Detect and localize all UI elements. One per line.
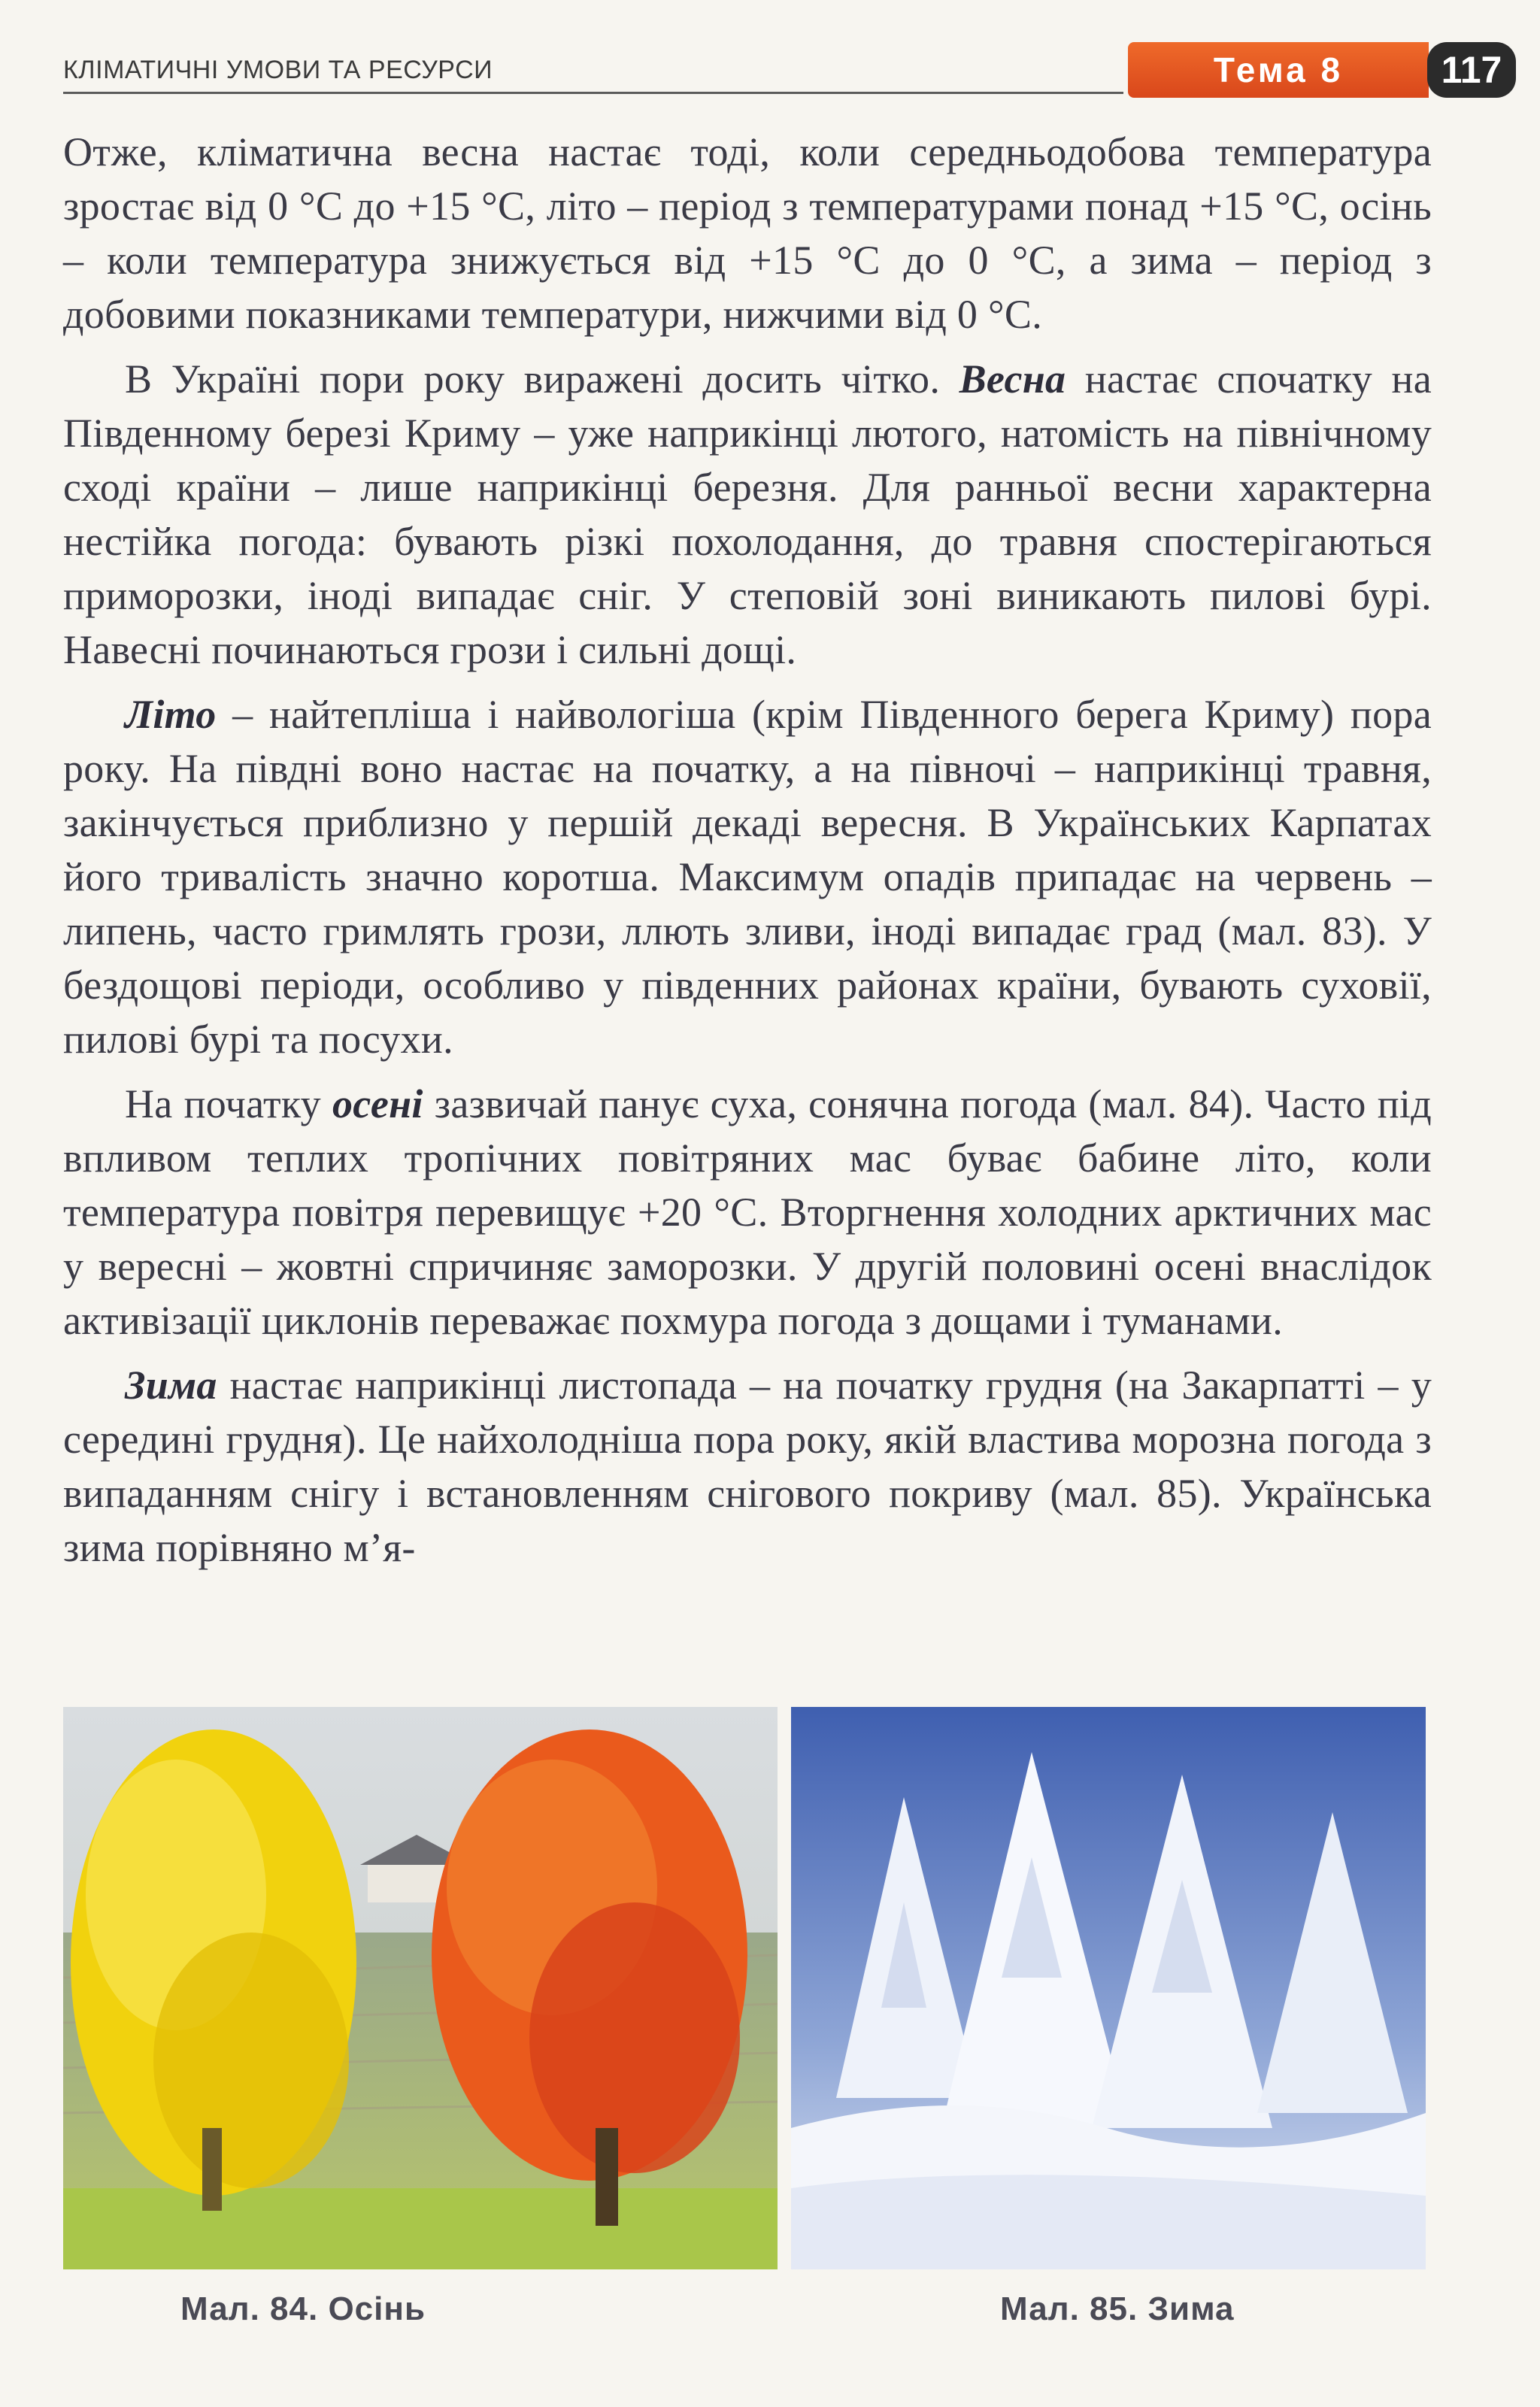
paragraph-autumn bbox=[63, 1077, 1432, 1347]
header-rule bbox=[63, 92, 1123, 94]
autumn-photo bbox=[63, 1707, 778, 2269]
paragraph-summer bbox=[63, 687, 1432, 1066]
paragraph-text: В Україні пори року виражені досить чітко. bbox=[125, 356, 959, 402]
running-header: КЛІМАТИЧНІ УМОВИ ТА РЕСУРСИ bbox=[63, 56, 493, 84]
paragraph-climatic-seasons bbox=[63, 125, 1432, 341]
term-autumn: осені bbox=[332, 1081, 423, 1126]
paragraph-text: зазвичай панує суха, сонячна погода (мал. 84). Часто під впливом теплих тропічних повітряних мас буває бабине літо, коли температура повітря перевищує +20 °С. Вторгнення холодних арктичних мас у вересні – жовтні спричиняє заморозки. У другій половині осені внаслідок активізації циклонів переважає похмура погода з дощами і туманами. bbox=[63, 1081, 1432, 1343]
term-spring: Весна bbox=[959, 356, 1066, 402]
autumn-illustration bbox=[63, 1707, 778, 2269]
body-text bbox=[63, 125, 1432, 1585]
paragraph-text: На початку bbox=[125, 1081, 332, 1126]
autumn-caption: Мал. 84. Осінь bbox=[180, 2290, 426, 2327]
paragraph-text: Отже, кліматична весна настає тоді, коли середньодобова температура зростає від 0 °С до +15 °С, літо – період з температурами понад +15 °С, осінь – коли температура знижується від +15 °С до 0 °С, а зима – період з добовими показниками температури, нижчими від 0 °С. bbox=[63, 129, 1432, 337]
topic-label: Тема 8 bbox=[1213, 50, 1344, 89]
paragraph-text: – найтепліша і найвологіша (крім Південного берега Криму) пора року. На півдні воно настає на початку, а на півночі – наприкінці травня, закінчується приблизно у першій декаді вересня. В Українських Карпатах його тривалість значно коротша. Максимум опадів припадає на червень – липень, часто гримлять грози, ллють зливи, іноді випадає град (мал. 83). У бездощові періоди, особливо у південних районах країни, бувають суховії, пилові бурі та посухи. bbox=[63, 692, 1432, 1062]
term-summer: Літо bbox=[125, 692, 217, 737]
winter-photo bbox=[791, 1707, 1426, 2269]
paragraph-text: настає наприкінці листопада – на початку грудня (на Закарпатті – у середині грудня). Це найхолодніша пора року, якій властива морозна погода з випаданням снігу і встановленням снігового покриву (мал. 85). Українська зима порівняно м’я- bbox=[63, 1363, 1432, 1570]
paragraph-spring bbox=[63, 352, 1432, 677]
page-number: 117 bbox=[1427, 42, 1516, 98]
topic-tab bbox=[1128, 42, 1429, 98]
paragraph-text: настає спочатку на Південному березі Криму – уже наприкінці лютого, натомість на північному сході країни – лише наприкінці березня. Для ранньої весни характерна нестійка погода: бувають різкі похолодання, до травня спостерігаються приморозки, іноді випадає сніг. У степовій зоні виникають пилові бурі. Навесні починаються грози і сильні дощі. bbox=[63, 356, 1432, 672]
paragraph-winter bbox=[63, 1358, 1432, 1575]
winter-caption: Мал. 85. Зима bbox=[1000, 2290, 1235, 2327]
winter-illustration bbox=[791, 1707, 1426, 2269]
term-winter: Зима bbox=[125, 1363, 217, 1408]
